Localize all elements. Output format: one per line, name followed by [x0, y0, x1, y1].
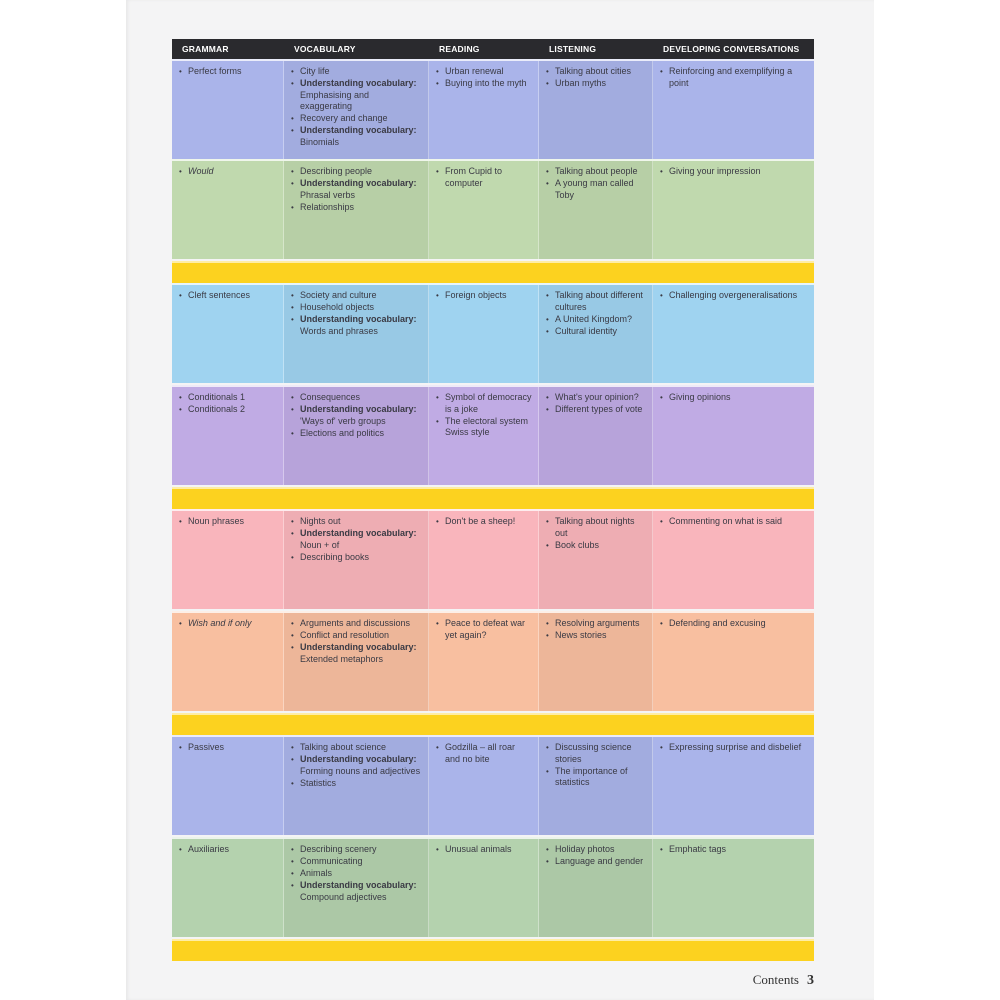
grammar-list [178, 844, 277, 856]
reading-item [435, 618, 532, 641]
vocabulary-list [290, 516, 422, 563]
listening-item-text: Talking about nights out [555, 516, 635, 538]
grammar-list [178, 742, 277, 754]
vocabulary-item [290, 528, 422, 551]
grammar-item-text: Passives [188, 742, 225, 752]
listening-list [545, 392, 646, 416]
cell-reading [429, 61, 539, 159]
listening-list [545, 742, 646, 789]
grammar-item [178, 166, 277, 178]
vocabulary-item [290, 856, 422, 868]
reading-list [435, 392, 532, 439]
vocabulary-list [290, 166, 422, 213]
cell-vocabulary [284, 285, 429, 383]
unit-row [172, 509, 814, 609]
cell-grammar [172, 387, 284, 485]
understanding-vocabulary-label: • Understanding vocabulary: [300, 125, 417, 135]
listening-item [545, 844, 646, 856]
book-spine-margin [0, 0, 126, 1000]
listening-item [545, 392, 646, 404]
cell-listening [539, 61, 653, 159]
reading-item [435, 290, 532, 302]
conversations-item-text: Expressing surprise and disbelief [669, 742, 802, 752]
cell-conversations [653, 737, 814, 835]
cell-vocabulary [284, 61, 429, 159]
cell-reading [429, 511, 539, 609]
vocabulary-item-text: Statistics [300, 777, 337, 788]
understanding-vocabulary-label: • Understanding vocabulary: [300, 314, 417, 324]
grammar-list [178, 290, 277, 302]
cell-conversations [653, 161, 814, 259]
reading-item-text: Unusual animals [445, 844, 512, 854]
vocabulary-item [290, 516, 422, 528]
listening-item-text: Talking about different cultures [555, 290, 643, 312]
unit-row [172, 159, 814, 259]
reading-item-text: Don't be a sheep! [445, 516, 516, 526]
listening-item-text: What's your opinion? [555, 392, 639, 402]
vocabulary-item [290, 778, 422, 790]
contents-table-header [172, 39, 814, 59]
vocabulary-list [290, 618, 422, 665]
cell-grammar [172, 61, 284, 159]
cell-reading [429, 387, 539, 485]
conversations-list [659, 618, 808, 630]
listening-item [545, 742, 646, 765]
reading-list [435, 618, 532, 641]
vocabulary-item-text: Animals [300, 868, 333, 878]
vocabulary-item-text: Relationships [300, 201, 355, 212]
conversations-item [659, 618, 808, 630]
listening-list [545, 844, 646, 868]
grammar-item-text: Would [188, 166, 214, 176]
unit-row [172, 611, 814, 711]
cell-conversations [653, 511, 814, 609]
reading-item-text: Buying into the myth [445, 78, 527, 88]
grammar-item-text: Cleft sentences [188, 290, 251, 300]
grammar-item [178, 844, 277, 856]
cell-grammar [172, 613, 284, 711]
vocabulary-item-text: Words and phrases [300, 325, 378, 336]
vocabulary-item [290, 618, 422, 630]
vocabulary-item-text: Describing scenery [300, 844, 377, 854]
listening-item [545, 856, 646, 868]
cell-grammar [172, 511, 284, 609]
listening-list [545, 290, 646, 337]
conversations-item-text: Giving opinions [669, 392, 731, 402]
header-reading: READING [439, 44, 480, 54]
reading-list [435, 516, 532, 528]
conversations-item-text: Giving your impression [669, 166, 761, 176]
vocabulary-item-text: Extended metaphors [300, 653, 384, 664]
vocabulary-item [290, 302, 422, 314]
grammar-item-text: Wish and if only [188, 618, 252, 628]
vocabulary-item-text: Noun + of [300, 539, 340, 550]
understanding-vocabulary-label: • Understanding vocabulary: [300, 78, 417, 88]
cell-listening [539, 285, 653, 383]
vocabulary-item [290, 742, 422, 754]
vocabulary-item [290, 202, 422, 214]
grammar-list [178, 166, 277, 178]
module-divider-band [172, 939, 814, 961]
vocabulary-item [290, 428, 422, 440]
conversations-list [659, 392, 808, 404]
vocabulary-item-text: Phrasal verbs [300, 189, 356, 200]
conversations-item-text: Defending and excusing [669, 618, 766, 628]
vocabulary-item-text: Society and culture [300, 290, 377, 300]
understanding-vocabulary-label: • Understanding vocabulary: [300, 880, 417, 890]
listening-list [545, 618, 646, 642]
grammar-item [178, 392, 277, 404]
listening-item [545, 630, 646, 642]
reading-item-text: Symbol of democracy is a joke [445, 392, 532, 414]
unit-row [172, 283, 814, 383]
vocabulary-item [290, 880, 422, 903]
vocabulary-item [290, 630, 422, 642]
listening-item [545, 404, 646, 416]
listening-item [545, 78, 646, 90]
grammar-list [178, 392, 277, 416]
reading-item-text: Godzilla – all roar and no bite [445, 742, 516, 764]
reading-list [435, 166, 532, 189]
vocabulary-item [290, 78, 422, 113]
footer-contents-label: Contents [752, 972, 799, 987]
conversations-list [659, 844, 808, 856]
reading-list [435, 844, 532, 856]
vocabulary-item [290, 113, 422, 125]
reading-item-text: The electoral system Swiss style [445, 415, 529, 437]
grammar-list [178, 516, 277, 528]
cell-listening [539, 839, 653, 937]
cell-vocabulary [284, 387, 429, 485]
vocabulary-list [290, 742, 422, 789]
reading-item [435, 516, 532, 528]
listening-item [545, 166, 646, 178]
vocabulary-item-text: Describing books [300, 551, 370, 562]
grammar-item [178, 290, 277, 302]
unit-row [172, 735, 814, 835]
listening-item [545, 540, 646, 552]
vocabulary-item [290, 290, 422, 302]
module-divider-band [172, 487, 814, 509]
listening-item [545, 290, 646, 313]
vocabulary-item [290, 166, 422, 178]
cell-conversations [653, 839, 814, 937]
conversations-item [659, 516, 808, 528]
understanding-vocabulary-label: • Understanding vocabulary: [300, 404, 417, 414]
vocabulary-item [290, 754, 422, 777]
cell-reading [429, 285, 539, 383]
page-right-margin [874, 0, 1000, 1000]
grammar-list [178, 66, 277, 78]
cell-vocabulary [284, 511, 429, 609]
cell-listening [539, 161, 653, 259]
listening-item-text: News stories [555, 630, 607, 640]
conversations-item [659, 844, 808, 856]
listening-item-text: Different types of vote [555, 404, 643, 414]
vocabulary-item-text: Elections and politics [300, 427, 385, 438]
grammar-item-text: Conditionals 1 [188, 392, 246, 402]
vocabulary-list [290, 392, 422, 439]
vocabulary-item-text: Forming nouns and adjectives [300, 765, 421, 776]
reading-item [435, 166, 532, 189]
unit-row [172, 59, 814, 159]
header-vocabulary: VOCABULARY [294, 44, 356, 54]
cell-reading [429, 613, 539, 711]
grammar-item [178, 404, 277, 416]
conversations-item [659, 66, 808, 89]
cell-vocabulary [284, 161, 429, 259]
listening-item-text: Discussing science stories [555, 742, 632, 764]
reading-item [435, 392, 532, 415]
vocabulary-item-text: Household objects [300, 302, 375, 312]
listening-item [545, 66, 646, 78]
grammar-item-text: Perfect forms [188, 66, 242, 76]
cell-vocabulary [284, 737, 429, 835]
listening-item [545, 178, 646, 201]
cell-grammar [172, 285, 284, 383]
listening-item [545, 766, 646, 789]
grammar-item-text: Conditionals 2 [188, 404, 246, 414]
vocabulary-item [290, 868, 422, 880]
reading-item [435, 416, 532, 439]
cell-conversations [653, 285, 814, 383]
listening-list [545, 66, 646, 90]
vocabulary-item [290, 844, 422, 856]
listening-item-text: A United Kingdom? [555, 313, 633, 324]
listening-item [545, 326, 646, 338]
listening-item-text: Urban myths [555, 78, 607, 88]
understanding-vocabulary-label: • Understanding vocabulary: [300, 754, 417, 764]
reading-item [435, 66, 532, 78]
page-footer [753, 972, 814, 989]
grammar-list [178, 618, 277, 630]
cell-conversations [653, 387, 814, 485]
understanding-vocabulary-label: • Understanding vocabulary: [300, 178, 417, 188]
conversations-item-text: Emphatic tags [669, 844, 727, 854]
grammar-item-text: Auxiliaries [188, 844, 230, 854]
reading-item-text: Foreign objects [445, 290, 507, 300]
grammar-item [178, 618, 277, 630]
cell-grammar [172, 839, 284, 937]
vocabulary-item-text: Compound adjectives [300, 891, 387, 902]
header-listening: LISTENING [549, 44, 597, 54]
conversations-item [659, 166, 808, 178]
conversations-item-text: Reinforcing and exemplifying a point [669, 66, 793, 88]
listening-item-text: Holiday photos [555, 844, 615, 854]
reading-item-text: Peace to defeat war yet again? [445, 618, 526, 640]
vocabulary-item-text: Recovery and change [300, 113, 388, 123]
vocabulary-item-text: Describing people [300, 166, 373, 176]
cell-vocabulary [284, 839, 429, 937]
reading-item [435, 78, 532, 90]
conversations-list [659, 66, 808, 89]
listening-item-text: Talking about people [555, 166, 638, 176]
conversations-item-text: Challenging overgeneralisations [669, 290, 798, 300]
grammar-item [178, 516, 277, 528]
understanding-vocabulary-label: • Understanding vocabulary: [300, 642, 417, 652]
listening-list [545, 516, 646, 551]
vocabulary-item [290, 392, 422, 404]
vocabulary-item-text: Arguments and discussions [300, 618, 411, 628]
vocabulary-item-text: Emphasising and exaggerating [300, 89, 370, 111]
vocabulary-item-text: Conflict and resolution [300, 630, 390, 640]
reading-list [435, 66, 532, 90]
listening-item-text: Cultural identity [555, 325, 618, 336]
grammar-item [178, 66, 277, 78]
vocabulary-item-text: City life [300, 66, 330, 76]
listening-list [545, 166, 646, 201]
cell-reading [429, 737, 539, 835]
listening-item-text: The importance of statistics [555, 765, 628, 787]
vocabulary-item [290, 552, 422, 564]
vocabulary-item-text: Binomials [300, 136, 340, 147]
cell-grammar [172, 161, 284, 259]
vocabulary-item-text: Talking about science [300, 742, 387, 752]
cell-vocabulary [284, 613, 429, 711]
vocabulary-item [290, 314, 422, 337]
conversations-item-text: Commenting on what is said [669, 516, 783, 526]
unit-row [172, 837, 814, 937]
header-grammar: GRAMMAR [182, 44, 229, 54]
reading-item-text: From Cupid to computer [445, 166, 503, 188]
vocabulary-item-text: Consequences [300, 392, 361, 402]
vocabulary-item [290, 642, 422, 665]
cell-conversations [653, 61, 814, 159]
listening-item-text: A young man called Toby [555, 178, 634, 200]
vocabulary-list [290, 290, 422, 337]
listening-item-text: Language and gender [555, 856, 644, 866]
vocabulary-list [290, 66, 422, 148]
module-divider-band [172, 713, 814, 735]
listening-item [545, 618, 646, 630]
reading-item-text: Urban renewal [445, 66, 504, 76]
reading-item [435, 742, 532, 765]
reading-list [435, 742, 532, 765]
listening-item [545, 314, 646, 326]
listening-item-text: Book clubs [555, 539, 600, 550]
cell-reading [429, 839, 539, 937]
conversations-item [659, 290, 808, 302]
cell-listening [539, 511, 653, 609]
unit-row [172, 385, 814, 485]
vocabulary-item [290, 404, 422, 427]
understanding-vocabulary-label: • Understanding vocabulary: [300, 528, 417, 538]
conversations-item [659, 392, 808, 404]
module-divider-band [172, 261, 814, 283]
header-developing-conversations: DEVELOPING CONVERSATIONS [663, 44, 800, 54]
vocabulary-item [290, 125, 422, 148]
conversations-list [659, 516, 808, 528]
vocabulary-item [290, 178, 422, 201]
cell-reading [429, 161, 539, 259]
vocabulary-item-text: 'Ways of' verb groups [300, 415, 386, 426]
cell-listening [539, 737, 653, 835]
reading-item [435, 844, 532, 856]
cell-listening [539, 387, 653, 485]
conversations-list [659, 742, 808, 754]
page-number: 3 [807, 973, 814, 988]
listening-item [545, 516, 646, 539]
cell-listening [539, 613, 653, 711]
reading-list [435, 290, 532, 302]
conversations-item [659, 742, 808, 754]
vocabulary-list [290, 844, 422, 903]
vocabulary-item-text: Nights out [300, 516, 341, 526]
cell-grammar [172, 737, 284, 835]
conversations-list [659, 166, 808, 178]
listening-item-text: Talking about cities [555, 66, 632, 76]
grammar-item-text: Noun phrases [188, 516, 245, 526]
listening-item-text: Resolving arguments [555, 618, 640, 628]
vocabulary-item-text: Communicating [300, 856, 363, 866]
grammar-item [178, 742, 277, 754]
vocabulary-item [290, 66, 422, 78]
cell-conversations [653, 613, 814, 711]
conversations-list [659, 290, 808, 302]
